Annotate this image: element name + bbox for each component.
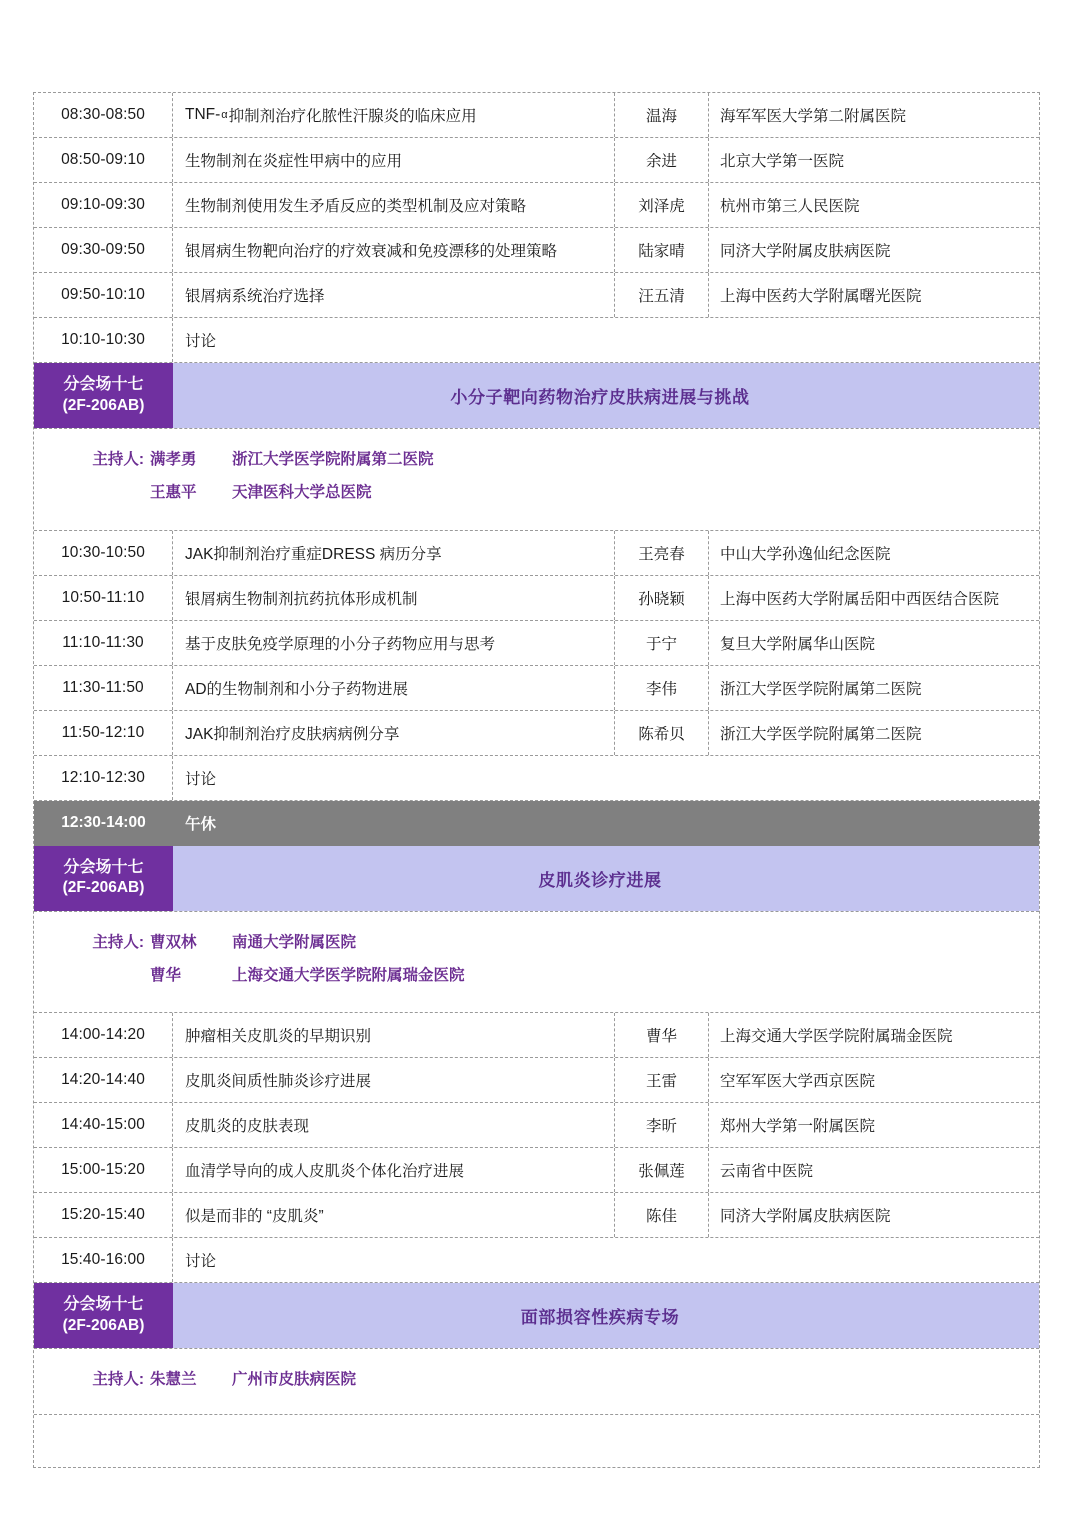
- cell-organization: 上海中医药大学附属岳阳中西医结合医院: [720, 590, 1000, 608]
- cell-organization: 同济大学附属皮肤病医院: [720, 1208, 891, 1225]
- cell-time: 15:40-16:00: [34, 1238, 173, 1282]
- cell-speaker: 王雷: [615, 1058, 709, 1102]
- venue-room: (2F-206AB): [62, 396, 145, 414]
- cell-speaker: 曹华: [615, 1013, 709, 1057]
- session-header: [34, 1283, 1039, 1349]
- moderator-label: 主持人:: [92, 1371, 144, 1388]
- venue-room: (2F-206AB): [62, 879, 145, 897]
- session-header: [34, 846, 1039, 912]
- moderator-line: [34, 959, 1039, 992]
- table-row: [34, 1058, 1039, 1103]
- cell-speaker: 陈佳: [615, 1193, 709, 1237]
- table-row: [34, 1103, 1039, 1148]
- moderator-name: 满孝勇: [150, 451, 197, 468]
- cell-topic: 讨论: [185, 770, 217, 788]
- cell-organization: 浙江大学医学院附属第二医院: [720, 680, 922, 698]
- cell-organization: 同济大学附属皮肤病医院: [720, 243, 891, 260]
- table-row: [34, 93, 1039, 138]
- cell-time: 14:40-15:00: [34, 1103, 173, 1147]
- table-row: [34, 1193, 1039, 1238]
- cell-organization: 复旦大学附属华山医院: [720, 635, 876, 653]
- cell-topic: 皮肌炎的皮肤表现: [173, 1103, 615, 1147]
- table-row: [34, 1238, 1039, 1283]
- cell-time: 15:20-15:40: [34, 1193, 173, 1237]
- moderator-block: [34, 912, 1039, 1014]
- moderator-name: 王惠平: [150, 484, 197, 502]
- cell-speaker: 孙晓颖: [615, 576, 709, 620]
- table-row: [34, 318, 1039, 363]
- cell-topic: 皮肌炎间质性肺炎诊疗进展: [173, 1058, 615, 1102]
- cell-time: 08:50-09:10: [34, 138, 173, 182]
- cell-organization: 空军军医大学西京医院: [720, 1073, 876, 1090]
- cell-topic: 生物制剂使用发生矛盾反应的类型机制及应对策略: [173, 183, 615, 227]
- moderator-organization: 广州市皮肤病医院: [232, 1371, 357, 1388]
- table-row: [34, 228, 1039, 273]
- cell-speaker: 刘泽虎: [615, 183, 709, 227]
- cell-time: 09:50-10:10: [34, 273, 173, 317]
- moderator-organization: 上海交通大学医学院附属瑞金医院: [232, 966, 465, 984]
- cell-time: 10:50-11:10: [34, 576, 173, 620]
- cell-time: 10:30-10:50: [34, 531, 173, 575]
- table-row: [34, 756, 1039, 801]
- cell-organization: 云南省中医院: [720, 1163, 814, 1180]
- cell-speaker: 余进: [615, 138, 709, 182]
- moderator-line: [34, 1363, 1039, 1396]
- cell-time: 09:10-09:30: [34, 183, 173, 227]
- table-row: [34, 531, 1039, 576]
- cell-topic: 生物制剂在炎症性甲病中的应用: [173, 138, 615, 182]
- moderator-organization: 浙江大学医学院附属第二医院: [232, 451, 434, 468]
- cell-time: 10:10-10:30: [34, 318, 173, 362]
- alpha-glyph: α: [221, 109, 228, 121]
- cell-time: 11:10-11:30: [34, 621, 173, 665]
- table-row: [34, 1013, 1039, 1058]
- session-venue: [34, 846, 173, 911]
- moderator-block: [34, 429, 1039, 531]
- cell-time: 11:30-11:50: [34, 666, 173, 710]
- cell-topic: 肿瘤相关皮肌炎的早期识别: [173, 1013, 615, 1057]
- session-venue: [34, 363, 173, 428]
- cell-speaker: 王亮春: [615, 531, 709, 575]
- cell-topic: 血清学导向的成人皮肌炎个体化治疗进展: [173, 1148, 615, 1192]
- session-header: [34, 363, 1039, 429]
- venue-name: 分会场十七: [63, 376, 144, 394]
- venue-name: 分会场十七: [63, 858, 144, 876]
- moderator-name: 曹双林: [150, 933, 197, 951]
- moderator-label: 主持人:: [92, 933, 144, 951]
- cell-time: 08:30-08:50: [34, 93, 173, 137]
- moderator-label: [82, 964, 150, 987]
- cell-time: 09:30-09:50: [34, 228, 173, 272]
- cell-topic: JAK抑制剂治疗重症DRESS 病历分享: [173, 531, 615, 575]
- cell-organization: 郑州大学第一附属医院: [720, 1118, 876, 1135]
- table-row: [34, 666, 1039, 711]
- cell-time: 14:20-14:40: [34, 1058, 173, 1102]
- cell-organization: 北京大学第一医院: [720, 153, 845, 170]
- cell-time: 15:00-15:20: [34, 1148, 173, 1192]
- venue-name: 分会场十七: [63, 1296, 144, 1314]
- venue-room: (2F-206AB): [62, 1316, 145, 1334]
- cell-speaker: 温海: [615, 93, 709, 137]
- session-title: 小分子靶向药物治疗皮肤病进展与挑战: [173, 363, 1039, 428]
- cell-speaker: 陆家晴: [615, 228, 709, 272]
- table-row: [34, 273, 1039, 318]
- cell-topic: 似是而非的 “皮肌炎”: [173, 1193, 615, 1237]
- session-title: 面部损容性疾病专场: [173, 1283, 1039, 1348]
- table-row: [34, 576, 1039, 621]
- cell-organization: 浙江大学医学院附属第二医院: [720, 725, 922, 743]
- cell-organization: 上海中医药大学附属曙光医院: [720, 288, 922, 305]
- cell-organization: 上海交通大学医学院附属瑞金医院: [720, 1028, 953, 1045]
- cell-topic: 银屑病系统治疗选择: [173, 273, 615, 317]
- cell-time: 14:00-14:20: [34, 1013, 173, 1057]
- cell-topic: 银屑病生物靶向治疗的疗效衰减和免疫漂移的处理策略: [173, 228, 615, 272]
- cell-topic: 讨论: [185, 333, 217, 350]
- cell-topic: 基于皮肤免疫学原理的小分子药物应用与思考: [173, 621, 615, 665]
- cell-speaker: 于宁: [615, 621, 709, 665]
- cell-topic: JAK抑制剂治疗皮肤病病例分享: [173, 711, 615, 755]
- table-row: [34, 711, 1039, 756]
- cell-organization: 海军军医大学第二附属医院: [720, 108, 907, 125]
- cell-topic: TNF- α 抑制剂治疗化脓性汗腺炎的临床应用: [173, 93, 615, 137]
- cell-organization: 中山大学孙逸仙纪念医院: [720, 545, 891, 563]
- cell-speaker: 汪五清: [615, 273, 709, 317]
- cell-organization: 杭州市第三人民医院: [720, 198, 860, 215]
- cell-topic: AD的生物制剂和小分子药物进展: [173, 666, 615, 710]
- break-label: 午休: [185, 816, 217, 833]
- cell-speaker: 李伟: [615, 666, 709, 710]
- table-row: [34, 1148, 1039, 1193]
- table-row: [34, 621, 1039, 666]
- table-row: [34, 183, 1039, 228]
- cell-time: 11:50-12:10: [34, 711, 173, 755]
- moderator-line: [34, 476, 1039, 509]
- schedule-table: [33, 92, 1040, 1468]
- session-venue: [34, 1283, 173, 1348]
- moderator-name: 朱慧兰: [150, 1371, 197, 1388]
- session-title: 皮肌炎诊疗进展: [173, 846, 1039, 911]
- trailing-space: [34, 1415, 1039, 1467]
- moderator-block: [34, 1349, 1039, 1415]
- moderator-name: 曹华: [150, 966, 182, 984]
- moderator-label: 主持人:: [92, 451, 144, 468]
- break-row: [34, 801, 1039, 846]
- moderator-organization: 天津医科大学总医院: [232, 484, 372, 502]
- table-row: [34, 138, 1039, 183]
- cell-speaker: 李昕: [615, 1103, 709, 1147]
- moderator-label: [82, 481, 150, 504]
- cell-topic: 银屑病生物制剂抗药抗体形成机制: [173, 576, 615, 620]
- moderator-line: [34, 443, 1039, 476]
- moderator-organization: 南通大学附属医院: [232, 933, 357, 951]
- cell-time: 12:10-12:30: [34, 756, 173, 800]
- break-time: 12:30-14:00: [61, 814, 146, 831]
- moderator-line: [34, 926, 1039, 959]
- cell-speaker: 陈希贝: [615, 711, 709, 755]
- cell-speaker: 张佩莲: [615, 1148, 709, 1192]
- cell-topic: 讨论: [185, 1253, 217, 1270]
